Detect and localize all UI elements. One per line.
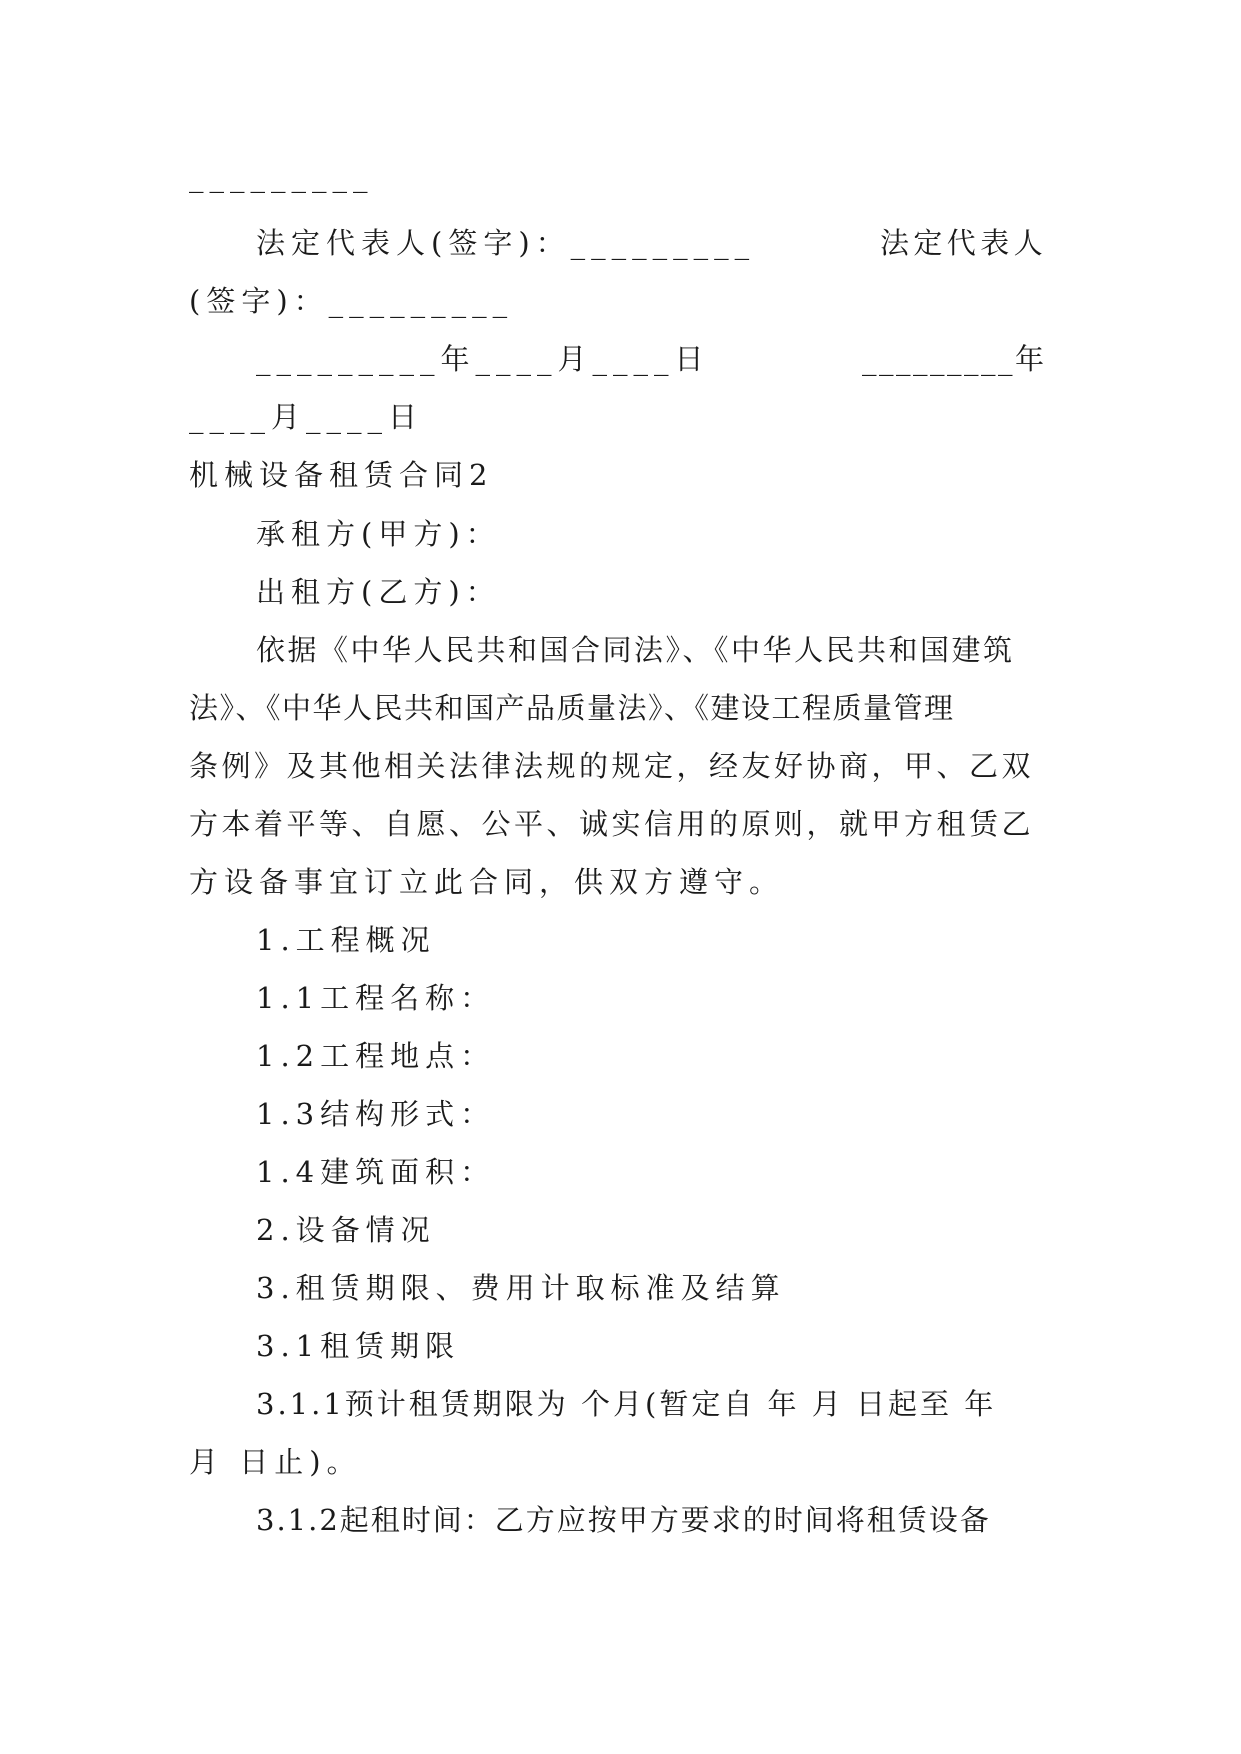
section-3-1-1-cont: 月 日止)。 — [189, 1445, 362, 1479]
section-3-1-1: 3.1.1预计租赁期限为 个月(暂定自 年 月 日起至 年 — [256, 1387, 997, 1421]
lessor-party: 出租方(乙方)： — [256, 575, 501, 609]
lessee-party: 承租方(甲方)： — [256, 517, 501, 551]
preamble-line-5: 方设备事宜订立此合同，供双方遵守。 — [189, 865, 785, 899]
party-b-date-year: _________年 — [862, 342, 1047, 376]
section-2-heading: 2.设备情况 — [256, 1213, 436, 1247]
preamble-line-3: 条例》及其他相关法律法规的规定，经友好协商，甲、乙双 — [189, 749, 1035, 783]
section-1-heading: 1.工程概况 — [256, 923, 436, 957]
party-a-date: _________年____月____日 — [256, 342, 710, 376]
signature-underline: _________ — [189, 159, 374, 193]
preamble-line-1: 依据《中华人民共和国合同法》、《中华人民共和国建筑 — [256, 633, 1015, 667]
section-3-1: 3.1租赁期限 — [256, 1329, 461, 1363]
section-1-4: 1.4建筑面积： — [256, 1155, 496, 1189]
section-1-1: 1.1工程名称： — [256, 981, 496, 1015]
preamble-line-4: 方本着平等、自愿、公平、诚实信用的原则，就甲方租赁乙 — [189, 807, 1035, 841]
preamble-line-2: 法》、《中华人民共和国产品质量法》、《建设工程质量管理 — [189, 691, 955, 725]
contract-title: 机械设备租赁合同2 — [189, 458, 494, 492]
party-b-date-month-day: ____月____日 — [189, 400, 424, 434]
party-b-legal-rep-label: 法定代表人 — [880, 226, 1048, 260]
section-3-heading: 3.租赁期限、费用计取标准及结算 — [256, 1271, 786, 1305]
section-3-1-2: 3.1.2起租时间：乙方应按甲方要求的时间将租赁设备 — [256, 1503, 991, 1537]
party-a-legal-rep-signature: 法定代表人(签字)：_________ — [256, 226, 756, 260]
section-1-2: 1.2工程地点： — [256, 1039, 496, 1073]
party-b-legal-rep-signature: (签字)：_________ — [189, 284, 514, 318]
section-1-3: 1.3结构形式： — [256, 1097, 496, 1131]
